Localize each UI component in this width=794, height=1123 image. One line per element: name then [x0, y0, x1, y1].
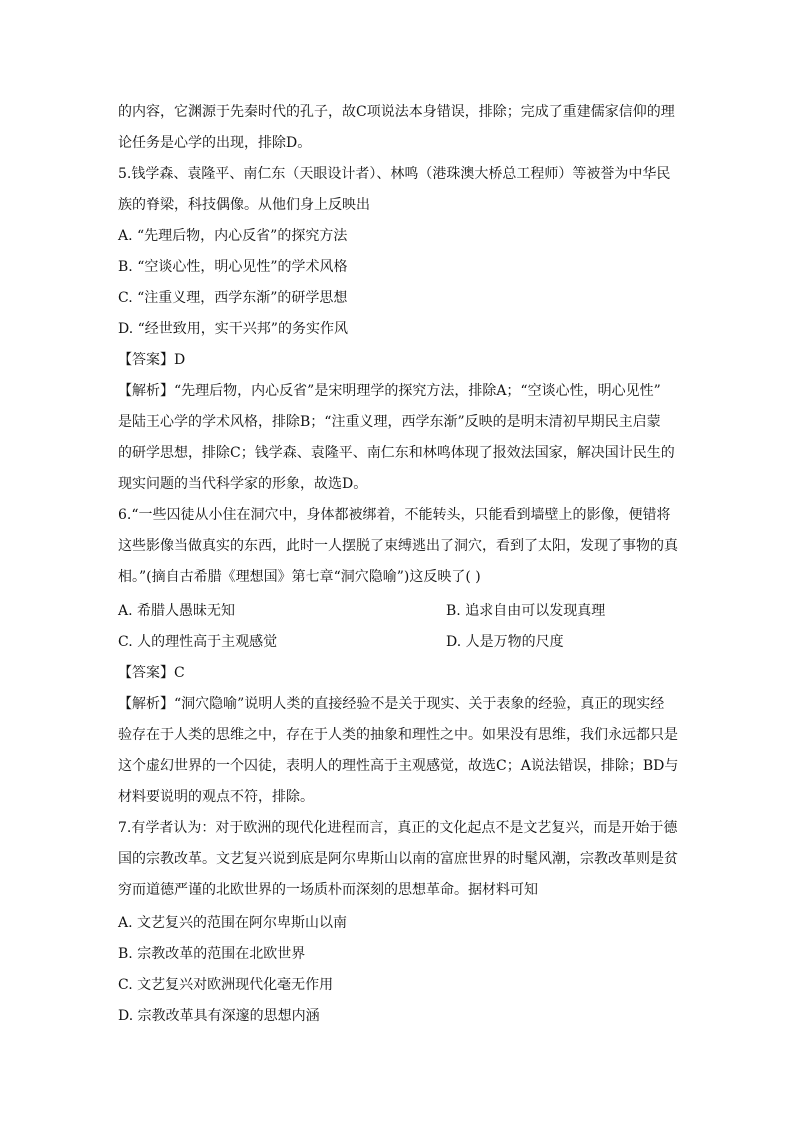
- question-7-stem-line-2: 国的宗教改革。文艺复兴说到底是阿尔卑斯山以南的富庶世界的时髦风潮，宗教改革则是贫: [118, 851, 678, 867]
- question-6-option-d: D. 人是万物的尺度: [446, 634, 564, 650]
- analysis-4-line-3: 的内容，它渊源于先秦时代的孔子，故C项说法本身错误，排除；完成了重建儒家信仰的理: [118, 104, 675, 120]
- analysis-6-line-2: 验存在于人类的思维之中，存在于人类的抽象和理性之中。如果没有思维，我们永远都只是: [118, 727, 678, 743]
- analysis-5-line-4: 现实问题的当代科学家的形象，故选D。: [118, 476, 368, 492]
- question-5-stem-line-2: 族的脊梁，科技偶像。从他们身上反映出: [118, 197, 370, 213]
- analysis-6-line-3: 这个虚幻世界的一个囚徒，表明人的理性高于主观感觉，故选C；A说法错误，排除；BD与: [118, 758, 679, 774]
- question-6-stem-line-1: 6.“一些囚徒从小住在洞穴中，身体都被绑着，不能转头，只能看到墙壁上的影像，便错将: [118, 507, 671, 523]
- question-6-stem-line-3: 相。”(摘自古希腊《理想国》第七章“洞穴隐喻”)这反映了( ): [118, 569, 481, 585]
- question-6-option-a: A. 希腊人愚昧无知: [118, 603, 236, 619]
- question-6-option-c: C. 人的理性高于主观感觉: [118, 634, 278, 650]
- question-7-option-c: C. 文艺复兴对欧洲现代化毫无作用: [118, 977, 334, 993]
- question-5-option-a: A. “先理后物，内心反省”的探究方法: [118, 228, 348, 244]
- analysis-5-line-1: 【解析】“先理后物，内心反省”是宋明理学的探究方法，排除A；“空谈心性，明心见性”: [118, 383, 661, 399]
- question-7-stem-line-1: 7.有学者认为：对于欧洲的现代化进程而言，真正的文化起点不是文艺复兴，而是开始于德: [118, 820, 678, 836]
- question-7-option-a: A. 文艺复兴的范围在阿尔卑斯山以南: [118, 915, 348, 931]
- question-6-stem-line-2: 这些影像当做真实的东西，此时一人摆脱了束缚逃出了洞穴，看到了太阳，发现了事物的真: [118, 538, 678, 554]
- answer-6: 【答案】C: [118, 665, 185, 681]
- analysis-5-line-3: 的研学思想，排除C；钱学森、袁隆平、南仁东和林鸣体现了报效法国家，解决国计民生的: [118, 445, 675, 461]
- analysis-6-line-1: 【解析】“洞穴隐喻”说明人类的直接经验不是关于现实、关于表象的经验，真正的现实经: [118, 696, 665, 712]
- question-7-stem-line-3: 穷而道德严谨的北欧世界的一场质朴而深刻的思想革命。据材料可知: [118, 882, 538, 898]
- question-7-option-b: B. 宗教改革的范围在北欧世界: [118, 946, 306, 962]
- question-6-option-b: B. 追求自由可以发现真理: [446, 603, 606, 619]
- analysis-4-line-4: 论任务是心学的出现，排除D。: [118, 135, 312, 151]
- question-7-option-d: D. 宗教改革具有深邃的思想内涵: [118, 1008, 320, 1024]
- analysis-5-line-2: 是陆王心学的学术风格，排除B；“注重义理，西学东渐”反映的是明末清初早期民主启蒙: [118, 414, 661, 430]
- question-5-option-b: B. “空谈心性，明心见性”的学术风格: [118, 259, 348, 275]
- analysis-6-line-4: 材料要说明的观点不符，排除。: [118, 789, 314, 805]
- question-5-stem-line-1: 5.钱学森、袁隆平、南仁东（天眼设计者）、林鸣（港珠澳大桥总工程师）等被誉为中华民: [118, 166, 671, 182]
- question-5-option-d: D. “经世致用，实干兴邦”的务实作风: [118, 321, 348, 337]
- question-5-option-c: C. “注重义理，西学东渐”的研学思想: [118, 290, 348, 306]
- answer-5: 【答案】D: [118, 352, 186, 368]
